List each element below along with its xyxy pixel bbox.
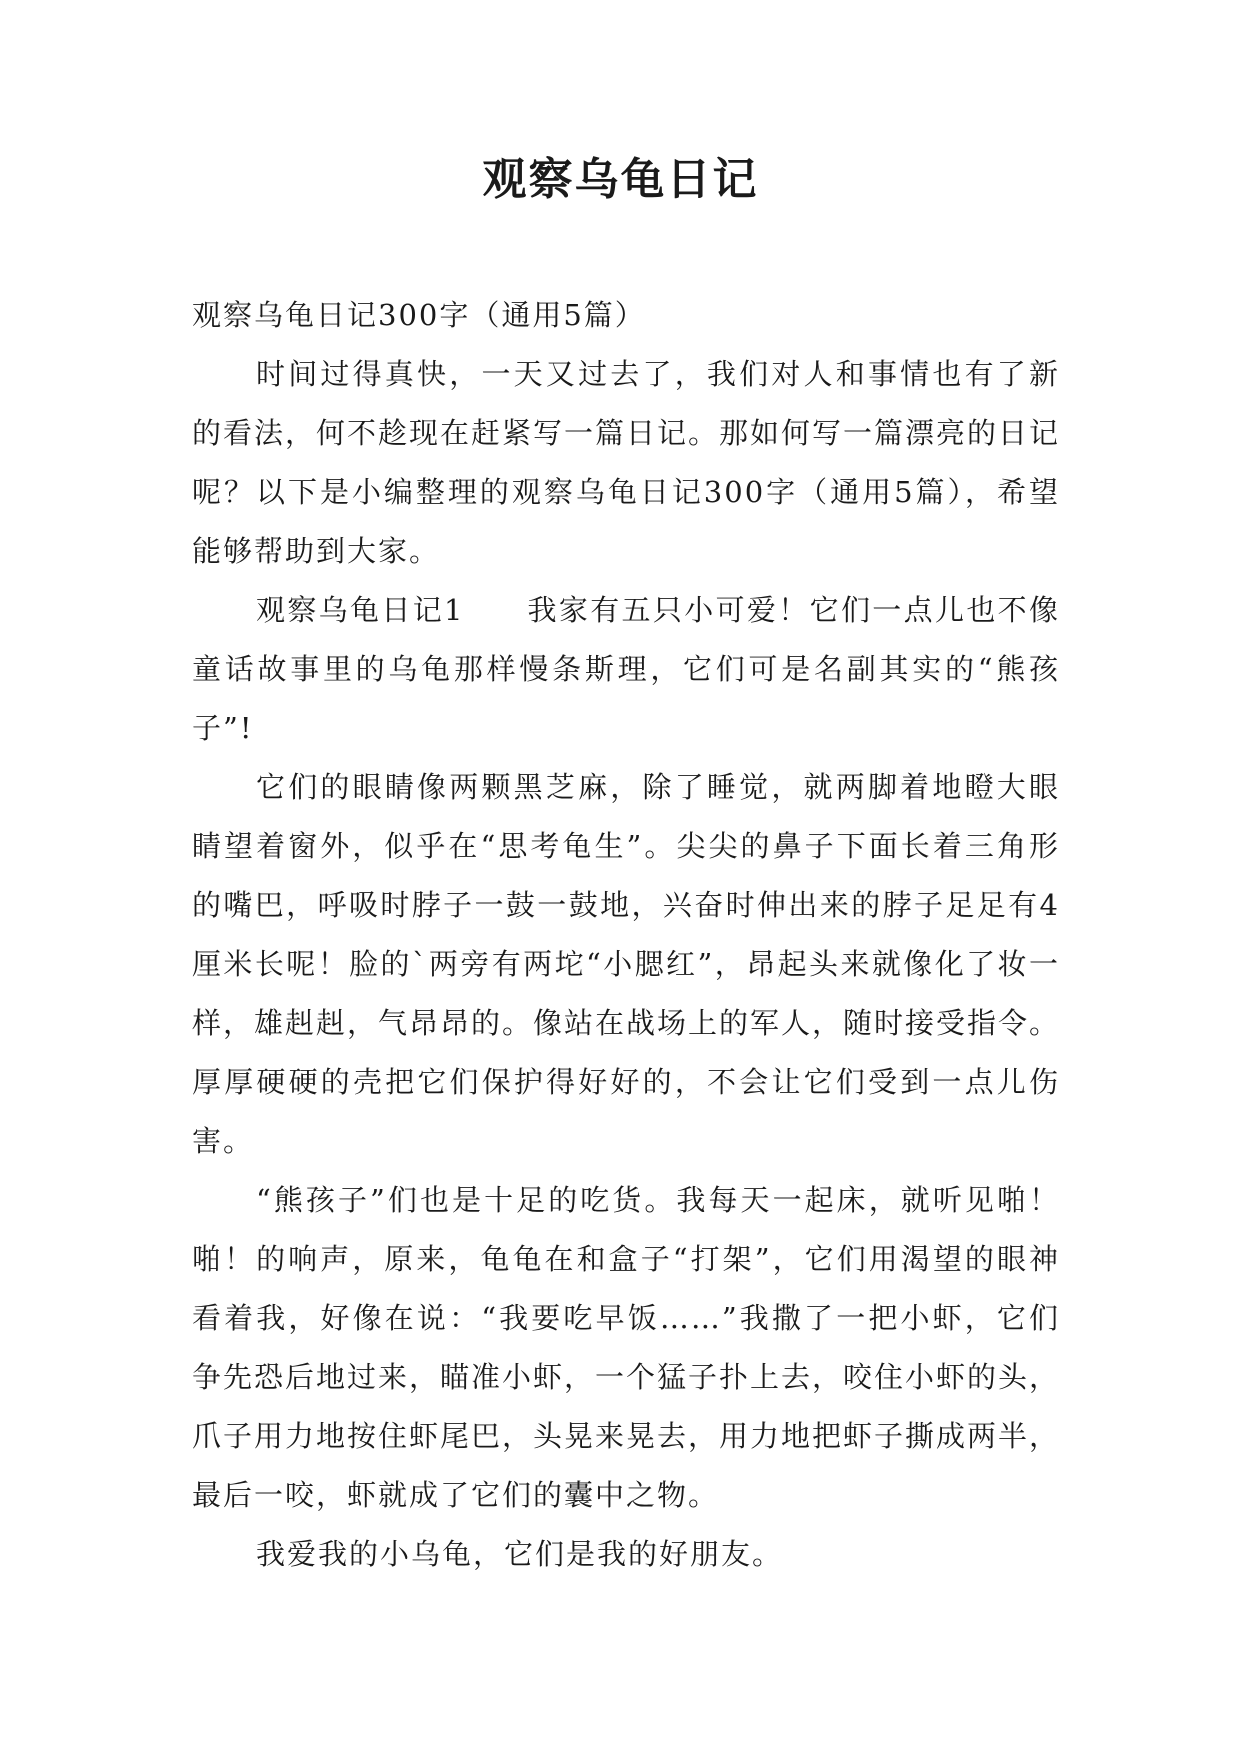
document-subtitle: 观察乌龟日记300字（通用5篇） [192, 298, 646, 332]
paragraph-feeding: “熊孩子”们也是十足的吃货。我每天一起床，就听见啪！啪！的响声，原来，龟龟在和盒子“打架”，它们用渴望的眼神看着我，好像在说：“我要吃早饭……”我撒了一把小虾，它们争先恐后地过来，瞄准小虾，一个猛子扑上去，咬住小虾的头，爪子用力地按住虾尾巴，头晃来晃去，用力地把虾子撕成两半，最后一咬，虾就成了它们的囊中之物。 [192, 1183, 1061, 1512]
paragraph-appearance: 它们的眼睛像两颗黑芝麻，除了睡觉，就两脚着地瞪大眼睛望着窗外，似乎在“思考龟生”。尖尖的鼻子下面长着三角形的嘴巴，呼吸时脖子一鼓一鼓地，兴奋时伸出来的脖子足足有4厘米长呢！脸的`两旁有两坨“小腮红”，昂起头来就像化了妆一样，雄赳赳，气昂昂的。像站在战场上的军人，随时接受指令。厚厚硬硬的壳把它们保护得好好的，不会让它们受到一点儿伤害。 [192, 770, 1061, 1158]
document-title: 观察乌龟日记 [482, 154, 759, 205]
paragraph-intro: 时间过得真快，一天又过去了，我们对人和事情也有了新的看法，何不趁现在赶紧写一篇日记。那如何写一篇漂亮的日记呢？以下是小编整理的观察乌龟日记300字（通用5篇），希望能够帮助到大家。 [192, 357, 1061, 568]
paragraph-conclusion: 我爱我的小乌龟，它们是我的好朋友。 [256, 1537, 784, 1571]
paragraph-diary-1-opening: 观察乌龟日记1 我家有五只小可爱！它们一点儿也不像童话故事里的乌龟那样慢条斯理，它们可是名副其实的“熊孩子”! [192, 593, 1060, 745]
document-body [192, 286, 1060, 1584]
